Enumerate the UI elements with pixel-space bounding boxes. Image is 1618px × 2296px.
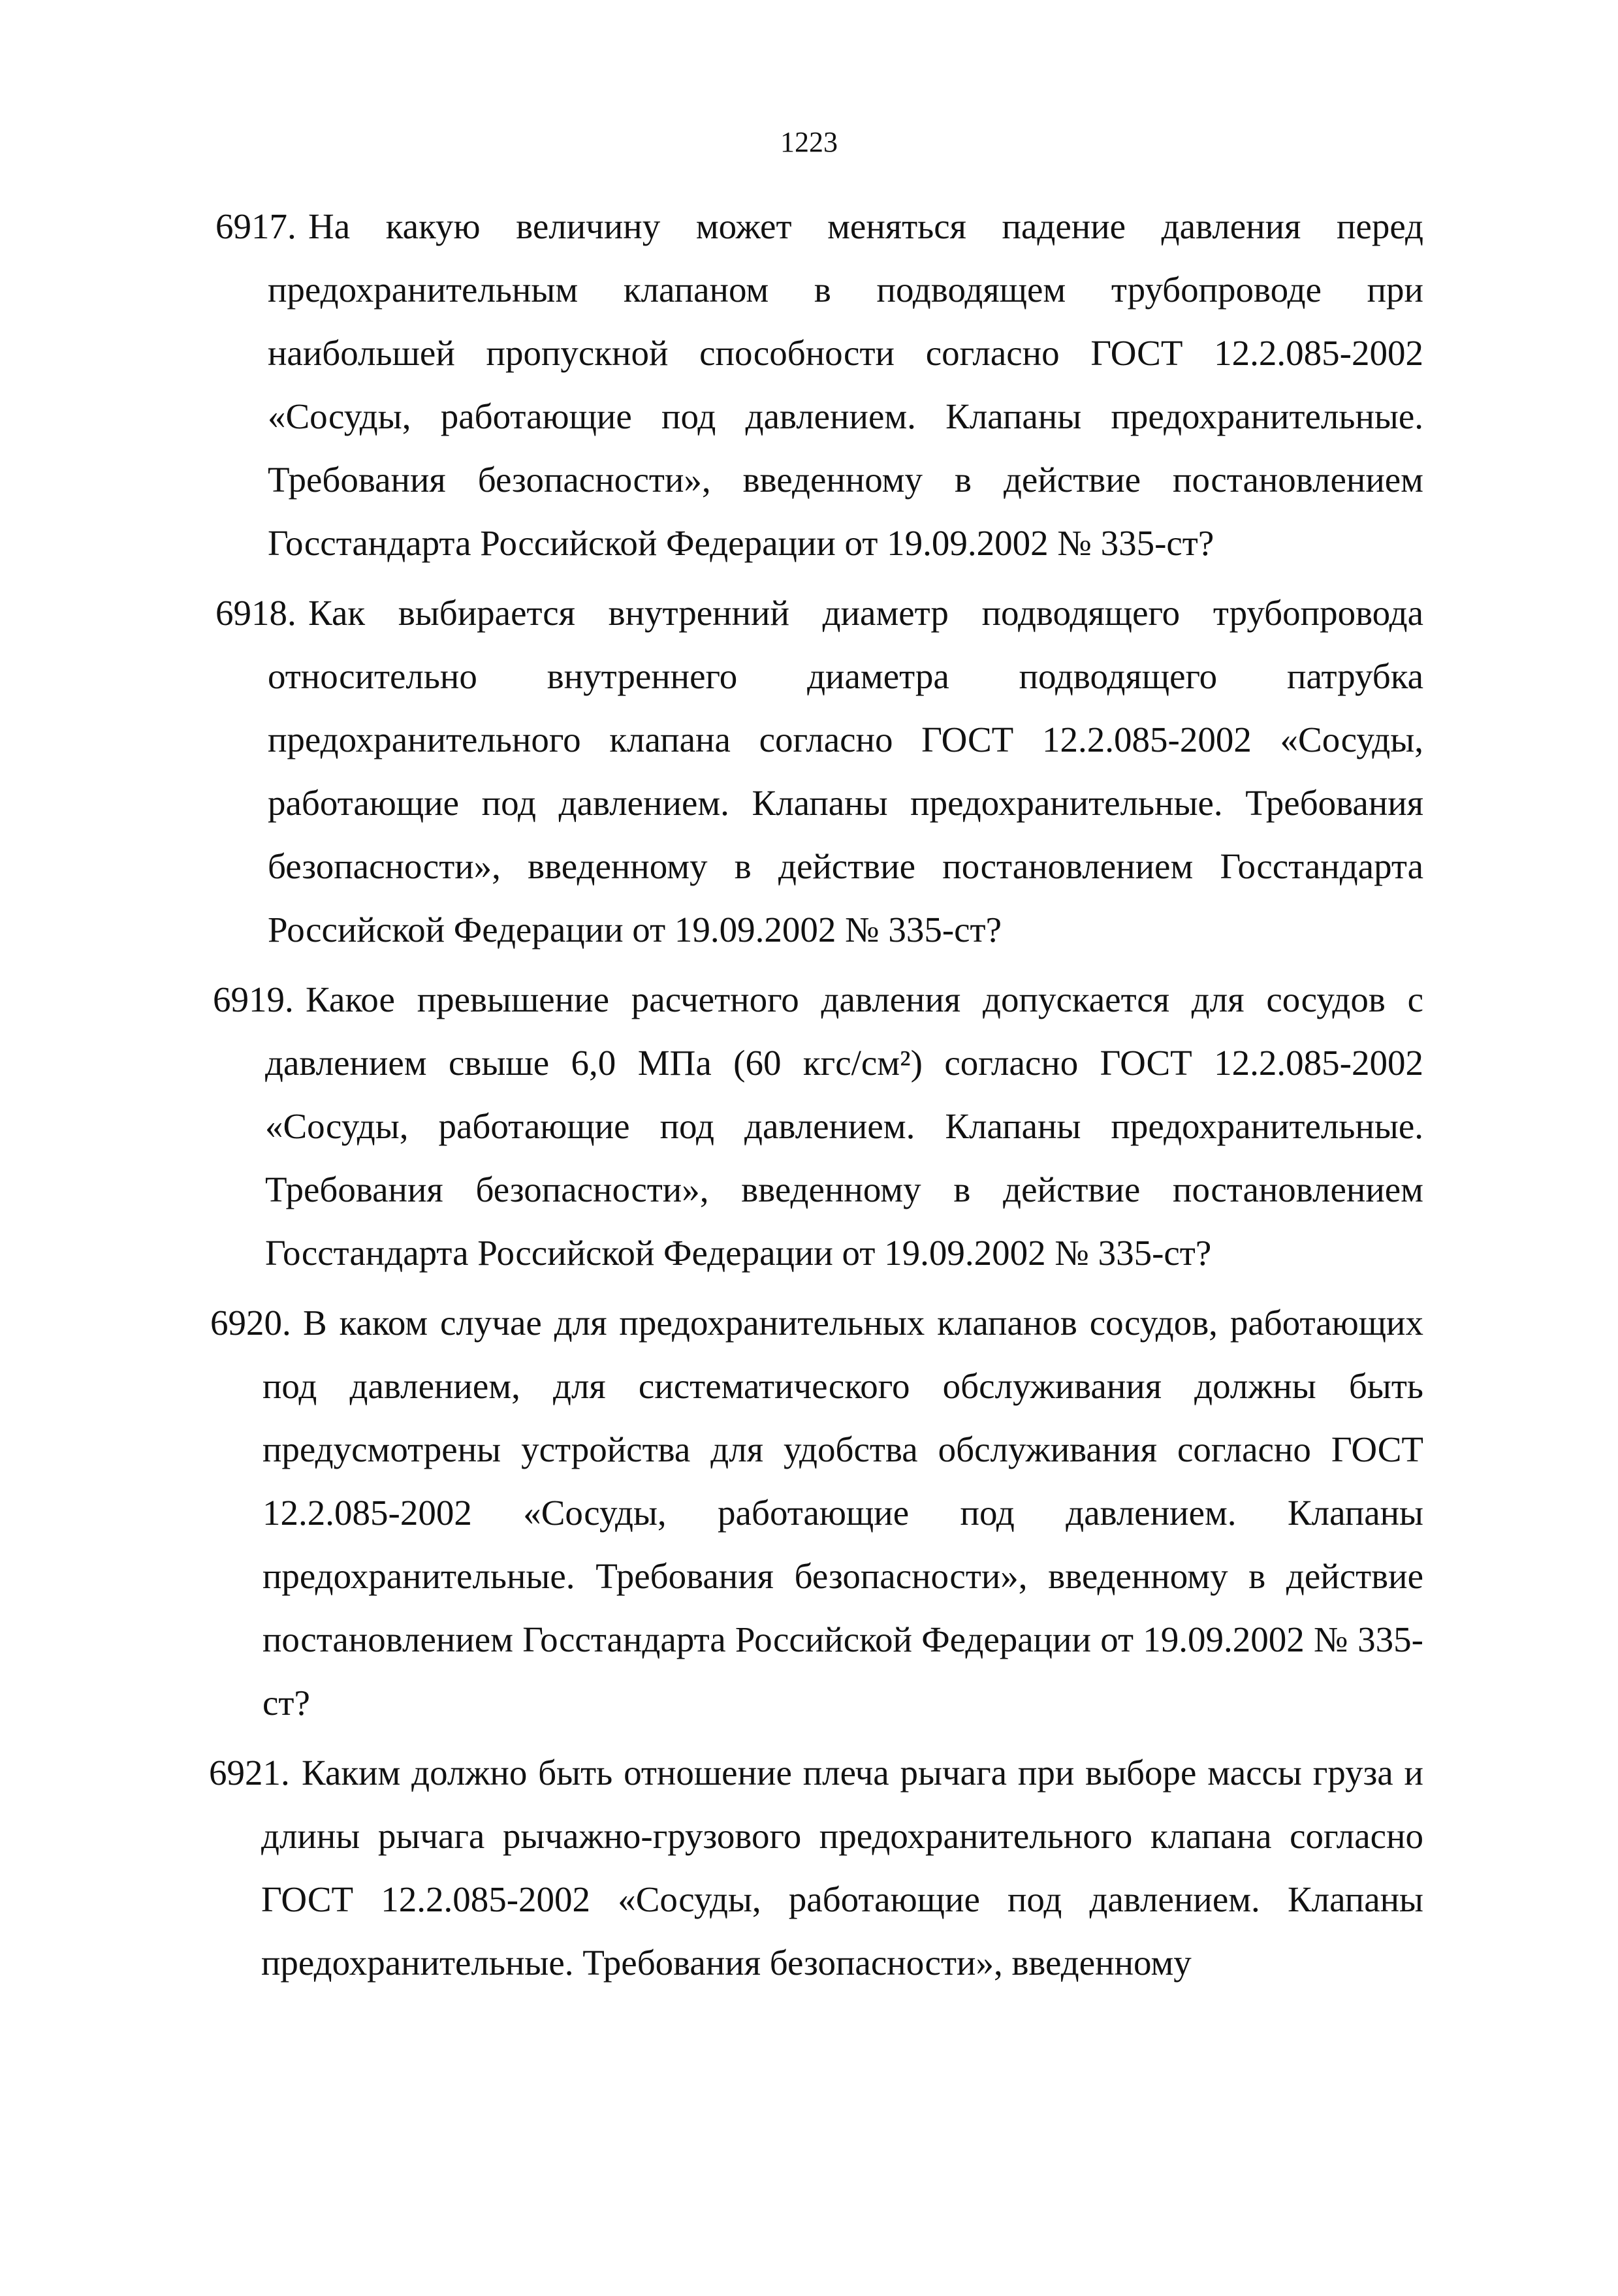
question-text: Как выбирается внутренний диаметр подводящего трубопровода относительно внутреннего диаметра подводящего патрубка предохранительного клапана согласно ГОСТ 12.2.085-2002 «Сосуды, работающие под давлением. Клапаны предохранительные. Требования безопасности», введенному в действие постановлением Госстандарта Российской Федерации от 19.09.2002 № 335-ст? — [268, 593, 1423, 949]
question-number: 6920. — [210, 1303, 291, 1343]
question-item — [209, 1741, 1423, 1994]
question-text: В каком случае для предохранительных клапанов сосудов, работающих под давлением, для систематического обслуживания должны быть предусмотрены устройства для удобства обслуживания согласно ГОСТ 12.2.085-2002 «Сосуды, работающие под давлением. Клапаны предохранительные. Требования безопасности», введенному в действие постановлением Госстандарта Российской Федерации от 19.09.2002 № 335-ст? — [262, 1303, 1423, 1723]
question-item — [210, 1291, 1423, 1734]
page-number: 1223 — [780, 126, 838, 158]
question-number: 6919. — [213, 980, 294, 1019]
question-text: Каким должно быть отношение плеча рычага при выборе массы груза и длины рычага рычажно-грузового предохранительного клапана согласно ГОСТ 12.2.085-2002 «Сосуды, работающие под давлением. Клапаны предохранительные. Требования безопасности», введенному — [261, 1753, 1423, 1983]
question-number: 6918. — [215, 593, 296, 633]
question-item — [215, 195, 1423, 575]
question-number: 6917. — [215, 206, 296, 246]
question-list — [209, 195, 1423, 2001]
question-item — [215, 581, 1423, 961]
question-text: На какую величину может меняться падение давления перед предохранительным клапаном в подводящем трубопроводе при наибольшей пропускной способности согласно ГОСТ 12.2.085-2002 «Сосуды, работающие под давлением. Клапаны предохранительные. Требования безопасности», введенному в действие постановлением Госстандарта Российской Федерации от 19.09.2002 № 335-ст? — [268, 206, 1423, 563]
question-text: Какое превышение расчетного давления допускается для сосудов с давлением свыше 6,0 МПа (60 кгс/см²) согласно ГОСТ 12.2.085-2002 «Сосуды, работающие под давлением. Клапаны предохранительные. Требования безопасности», введенному в действие постановлением Госстандарта Российской Федерации от 19.09.2002 № 335-ст? — [265, 980, 1423, 1273]
question-number: 6921. — [209, 1753, 290, 1793]
question-item — [213, 968, 1423, 1284]
